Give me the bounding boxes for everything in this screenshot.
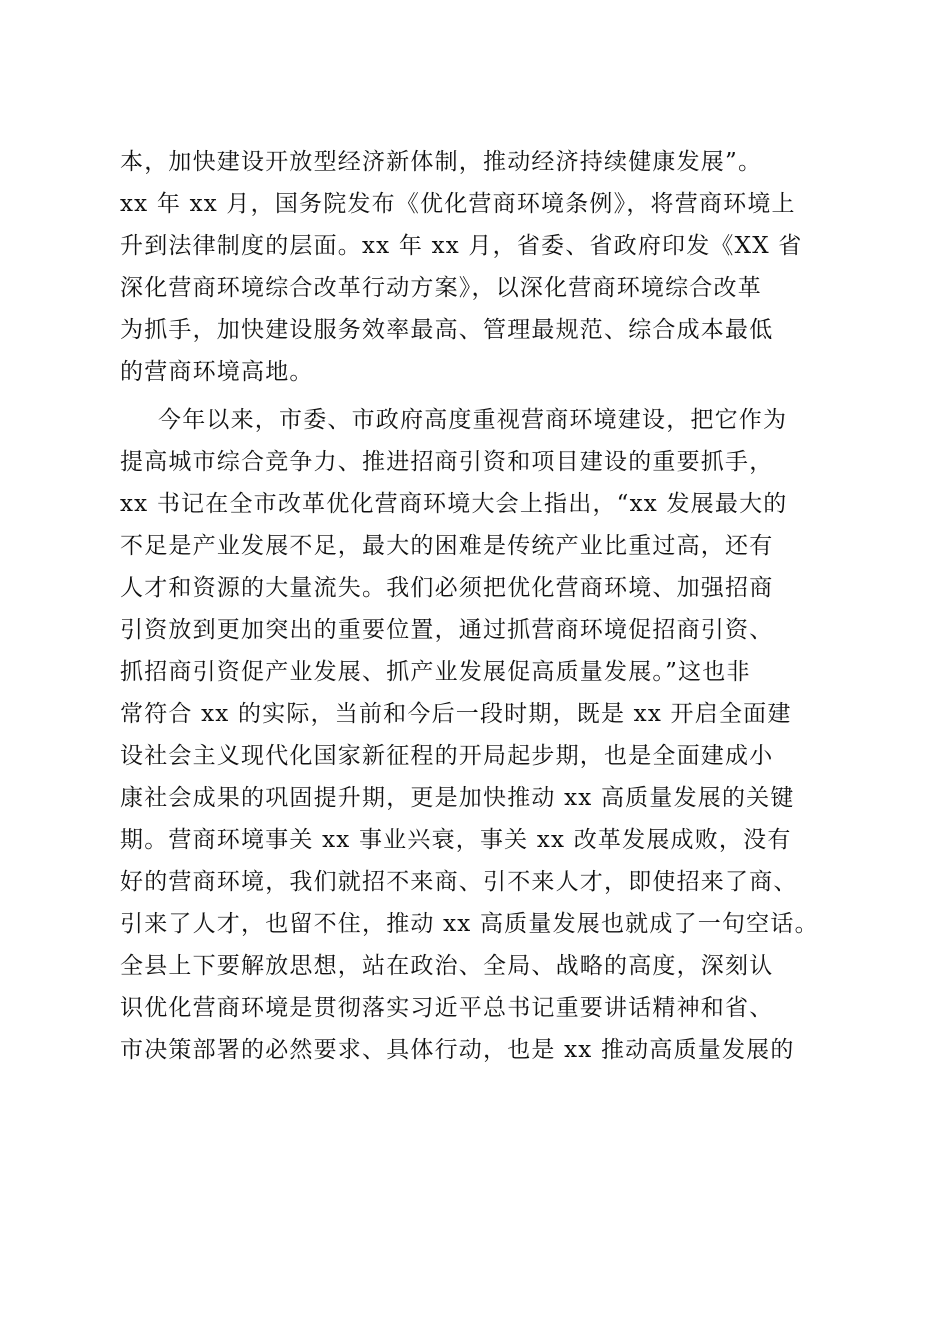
text-line: 引来了人才，也留不住，推动 xx 高质量发展也就成了一句空话。 bbox=[120, 911, 819, 937]
text-line: 设社会主义现代化国家新征程的开局起步期，也是全面建成小 bbox=[120, 743, 774, 769]
text-line: xx 书记在全市改革优化营商环境大会上指出，“xx 发展最大的 bbox=[120, 491, 788, 517]
text-line: 为抓手，加快建设服务效率最高、管理最规范、综合成本最低 bbox=[120, 317, 774, 343]
document-body bbox=[120, 141, 840, 1071]
text-line: 提高城市综合竞争力、推进招商引资和项目建设的重要抓手， bbox=[120, 449, 774, 475]
text-line: 本，加快建设开放型经济新体制，推动经济持续健康发展”。 bbox=[120, 149, 763, 175]
text-line: xx 年 xx 月，国务院发布《优化营商环境条例》，将营商环境上 bbox=[120, 191, 796, 217]
text-line: 识优化营商环境是贯彻落实习近平总书记重要讲话精神和省、 bbox=[120, 995, 774, 1021]
text-line: 康社会成果的巩固提升期，更是加快推动 xx 高质量发展的关键 bbox=[120, 785, 795, 811]
text-line: 抓招商引资促产业发展、抓产业发展促高质量发展。”这也非 bbox=[120, 659, 751, 685]
text-line: 期。营商环境事关 xx 事业兴衰，事关 xx 改革发展成败，没有 bbox=[120, 827, 792, 853]
text-line-indented: 今年以来，市委、市政府高度重视营商环境建设，把它作为 bbox=[158, 407, 788, 433]
paragraph-1 bbox=[120, 141, 840, 393]
text-line: 深化营商环境综合改革行动方案》，以深化营商环境综合改革 bbox=[120, 275, 762, 301]
text-line: 不足是产业发展不足，最大的困难是传统产业比重过高，还有 bbox=[120, 533, 774, 559]
text-line: 人才和资源的大量流失。我们必须把优化营商环境、加强招商 bbox=[120, 575, 774, 601]
text-line: 好的营商环境，我们就招不来商、引不来人才，即使招来了商、 bbox=[120, 869, 798, 895]
text-line: 升到法律制度的层面。xx 年 xx 月，省委、省政府印发《XX 省 bbox=[120, 233, 803, 259]
text-line: 常符合 xx 的实际，当前和今后一段时期，既是 xx 开启全面建 bbox=[120, 701, 792, 727]
text-line: 的营商环境高地。 bbox=[120, 359, 314, 385]
text-line: 市决策部署的必然要求、具体行动，也是 xx 推动高质量发展的 bbox=[120, 1037, 795, 1063]
text-line: 全县上下要解放思想，站在政治、全局、战略的高度，深刻认 bbox=[120, 953, 774, 979]
paragraph-2 bbox=[120, 399, 840, 1071]
text-line: 引资放到更加突出的重要位置，通过抓营商环境促招商引资、 bbox=[120, 617, 774, 643]
